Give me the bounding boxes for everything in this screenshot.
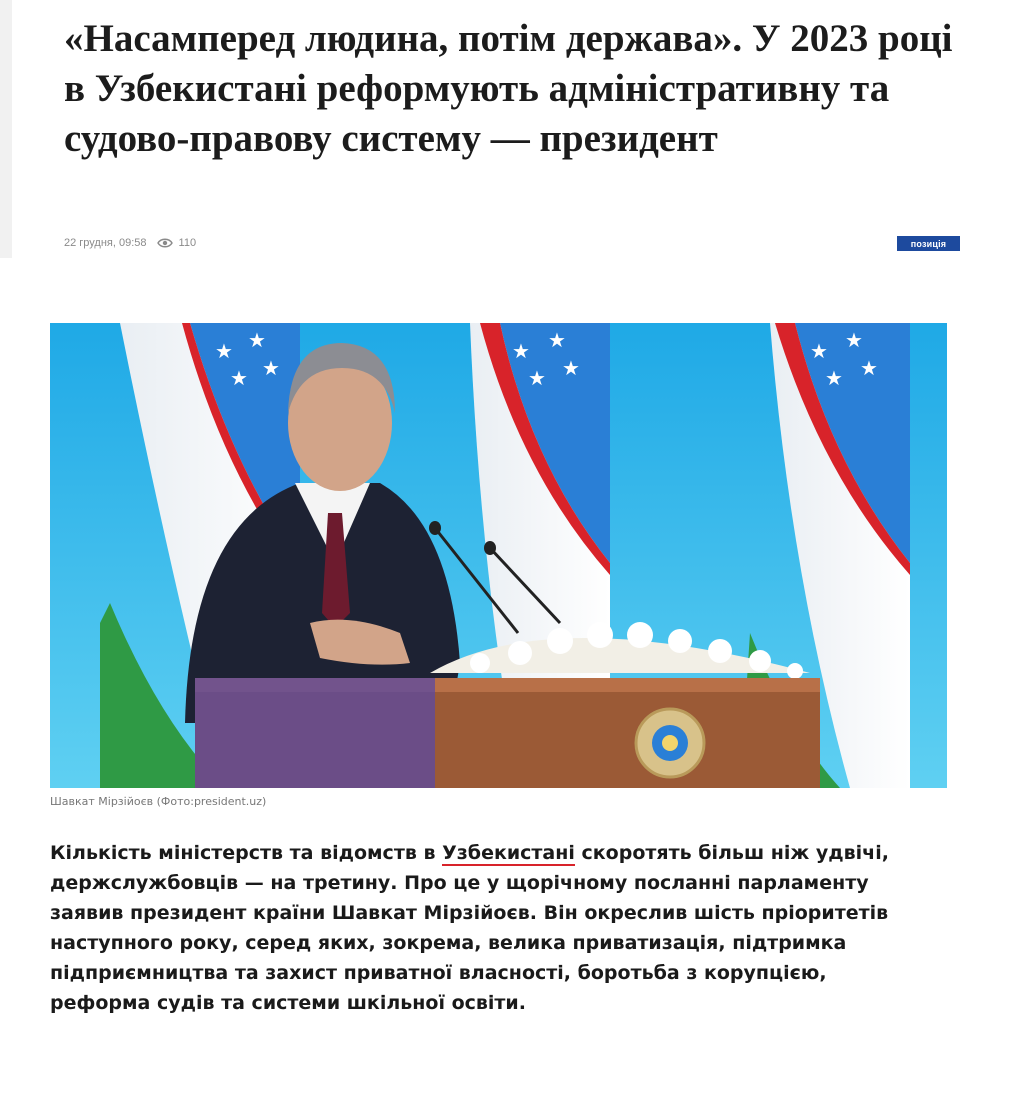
svg-text:★: ★ [810, 341, 828, 363]
uzbekistan-link[interactable]: Узбекистані [442, 842, 575, 864]
category-tag[interactable]: позиція [897, 236, 960, 251]
svg-text:★: ★ [860, 358, 878, 380]
svg-text:★: ★ [562, 358, 580, 380]
eye-icon [157, 238, 173, 248]
lead-text-start: Кількість міністерств та відомств в [50, 842, 443, 864]
article-lead [50, 838, 930, 1018]
article-photo [50, 323, 947, 788]
article-title: «Насамперед людина, потім держава». У 2023 році в Узбекистані реформують адміністративну та судово-правову систему — президент [64, 17, 953, 160]
svg-text:★: ★ [825, 368, 843, 390]
svg-text:★: ★ [248, 330, 266, 352]
photo-caption: Шавкат Мірзійоєв (Фото:president.uz) [50, 795, 267, 808]
svg-text:★: ★ [230, 368, 248, 390]
svg-text:★: ★ [215, 341, 233, 363]
views-count: 110 [178, 237, 197, 249]
svg-text:★: ★ [528, 368, 546, 390]
article-meta [64, 235, 196, 251]
lead-text-rest: скоротять більш ніж удвічі, держслужбовців — на третину. Про це у щорічному посланні парламенту заявив президент країни Шавкат Мірзійоєв. Він окреслив шість пріоритетів наступного року, серед яких, зокрема, велика приватизація, підтримка підприємництва та захист приватної власності, боротьба з корупцією, реформа судів та системи шкільної освіти. [50, 842, 889, 1014]
podium [195, 678, 820, 788]
publish-date: 22 грудня, 09:58 [64, 237, 147, 249]
svg-text:★: ★ [845, 330, 863, 352]
svg-text:★: ★ [512, 341, 530, 363]
svg-text:★: ★ [262, 358, 280, 380]
svg-text:★: ★ [548, 330, 566, 352]
